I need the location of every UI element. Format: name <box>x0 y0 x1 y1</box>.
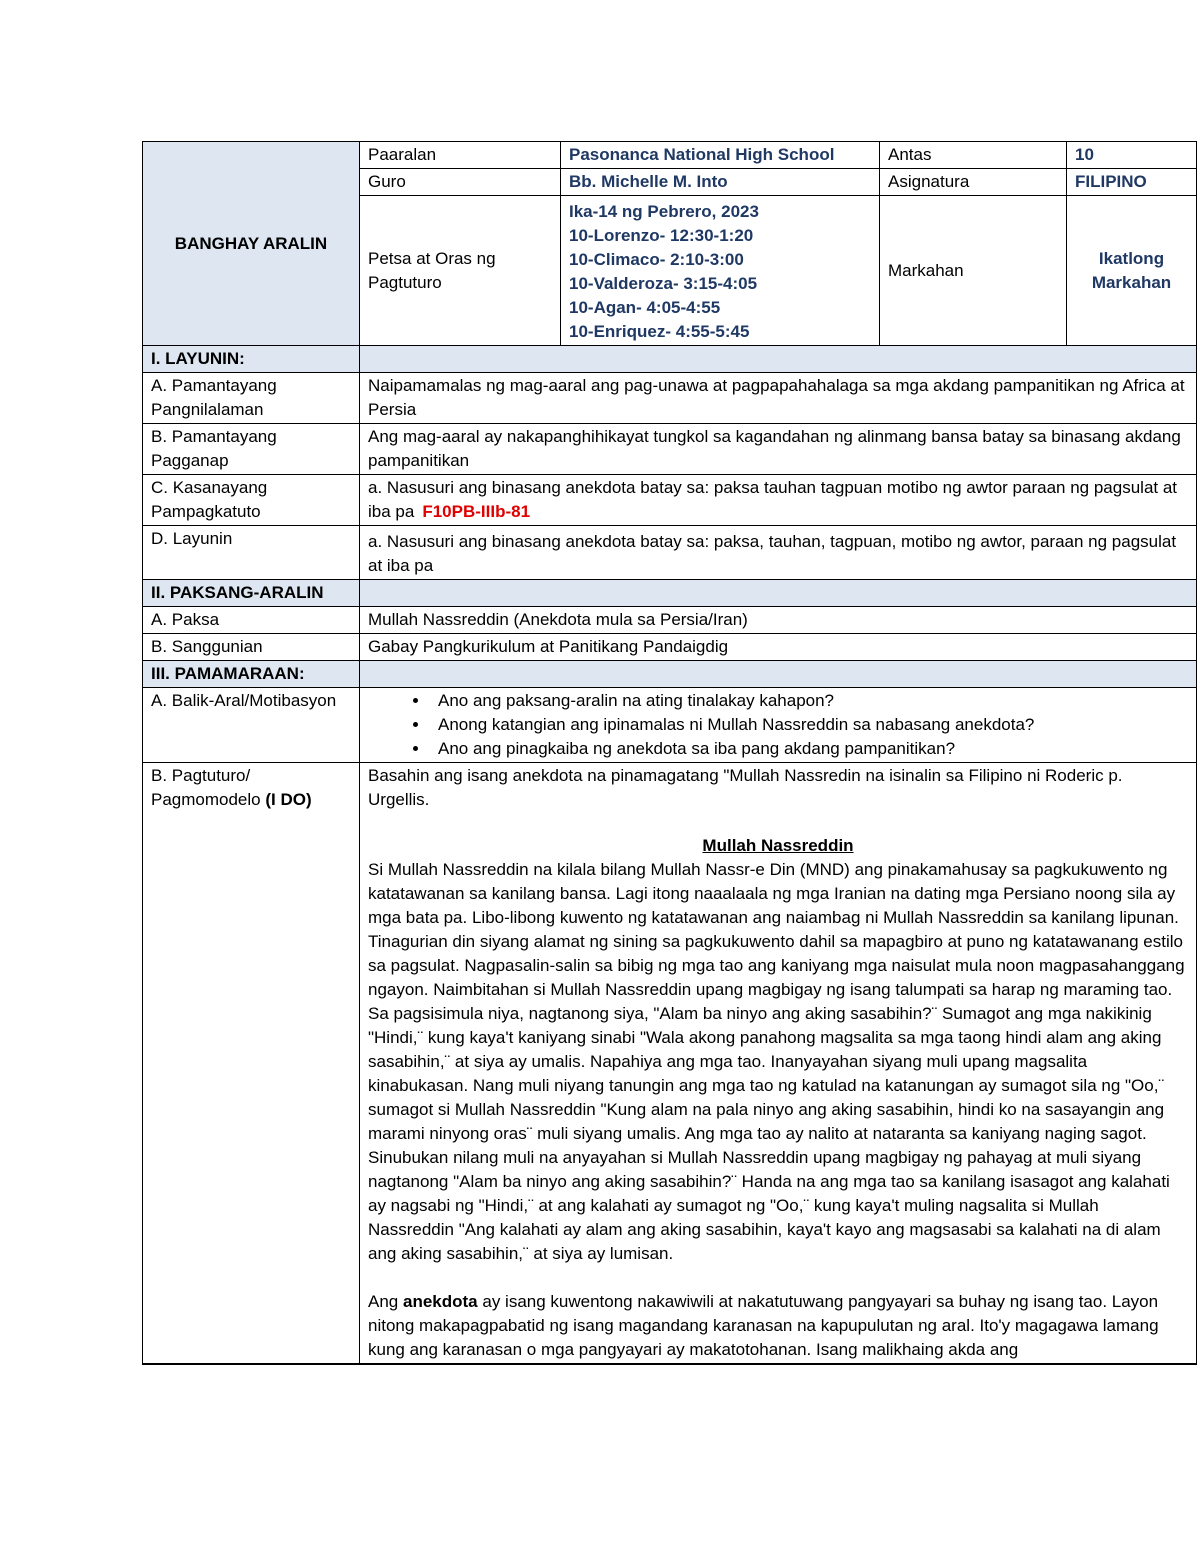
subject-label: Asignatura <box>880 169 1067 196</box>
objective-text: a. Nasusuri ang binasang anekdota batay sa: paksa, tauhan, tagpuan, motibo ng awtor, paraan ng pagsulat at iba pa <box>360 526 1197 580</box>
story-intro: Basahin ang isang anekdota na pinamagatang "Mullah Nassredin na isinalin sa Filipino ni Roderic p. Urgellis. <box>368 766 1123 809</box>
competency-text: a. Nasusuri ang binasang anekdota batay sa: paksa tauhan tagpuan motibo ng awtor paraan ng pagsulat at iba pa <box>368 478 1178 521</box>
modeling-label-cell <box>143 763 360 1365</box>
competency-label: C. Kasanayang Pampagkatuto <box>143 475 360 526</box>
school-value: Pasonanca National High School <box>561 142 880 169</box>
subject-value: FILIPINO <box>1067 169 1197 196</box>
grade-value: 10 <box>1067 142 1197 169</box>
school-label: Paaralan <box>360 142 561 169</box>
content-standard-label: A. Pamantayang Pangnilalaman <box>143 373 360 424</box>
list-item: • Ano ang paksang-aralin na ating tinalakay kahapon? <box>430 689 1188 713</box>
section-heading-procedure: III. PAMAMARAAN: <box>143 661 360 688</box>
modeling-label-bold: (I DO) <box>265 790 312 809</box>
lesson-plan-table <box>142 141 1197 1365</box>
section-heading-objectives: I. LAYUNIN: <box>143 346 360 373</box>
anekdota-definition <box>368 1290 1188 1362</box>
review-questions <box>360 688 1197 763</box>
modeling-content <box>360 763 1197 1365</box>
quarter-label: Markahan <box>880 196 1067 346</box>
lesson-plan-title: BANGHAY ARALIN <box>143 142 360 346</box>
schedule-line: 10-Lorenzo- 12:30-1:20 <box>569 226 754 245</box>
schedule-line: Ika-14 ng Pebrero, 2023 <box>569 202 759 221</box>
list-item: • Ano ang pinagkaiba ng anekdota sa iba pang akdang pampanitikan? <box>430 737 1188 761</box>
section-heading-subject-matter: II. PAKSANG-ARALIN <box>143 580 360 607</box>
topic-text: Mullah Nassreddin (Anekdota mula sa Persia/Iran) <box>360 607 1197 634</box>
content-standard-text: Naipamamalas ng mag-aaral ang pag-unawa at pagpapahahalaga sa mga akdang pampanitikan ng Africa at Persia <box>360 373 1197 424</box>
competency-cell <box>360 475 1197 526</box>
schedule-line: 10-Enriquez- 4:55-5:45 <box>569 322 750 341</box>
modeling-label: B. Pagtuturo/ Pagmomodelo <box>151 766 261 809</box>
objective-label: D. Layunin <box>143 526 360 580</box>
topic-label: A. Paksa <box>143 607 360 634</box>
story-title: Mullah Nassreddin <box>702 836 854 855</box>
reference-text: Gabay Pangkurikulum at Panitikang Pandaigdig <box>360 634 1197 661</box>
definition-text: ay isang kuwentong nakawiwili at nakatutuwang pangyayari sa buhay ng isang tao. Layon nitong makapagpabatid ng isang magandang karanasan na kapupulutan ng aral. Ito'y magagawa lamang kung ang karanasan o mga pangyayari ay makatotohanan. Isang malikhaing akda ang <box>368 1292 1159 1359</box>
performance-standard-label: B. Pamantayang Pagganap <box>143 424 360 475</box>
competency-code: F10PB-IIIb-81 <box>422 502 531 521</box>
schedule-line: 10-Climaco- 2:10-3:00 <box>569 250 744 269</box>
teacher-value: Bb. Michelle M. Into <box>561 169 880 196</box>
grade-label: Antas <box>880 142 1067 169</box>
definition-pre: Ang <box>368 1292 399 1311</box>
reference-label: B. Sanggunian <box>143 634 360 661</box>
date-time-label: Petsa at Oras ng Pagtuturo <box>360 196 561 346</box>
quarter-value: Ikatlong Markahan <box>1067 196 1197 346</box>
review-label: A. Balik-Aral/Motibasyon <box>143 688 360 763</box>
definition-term: anekdota <box>402 1292 478 1311</box>
teacher-label: Guro <box>360 169 561 196</box>
story-text: Si Mullah Nassreddin na kilala bilang Mullah Nassr-e Din (MND) ang pinakamahusay sa pagkukuwento ng katatawanan sa kanilang bansa. Lagi itong naaalaala ng mga Iranian na dating mga Persiano noong sila ay mga bata pa. Libo-libong kuwento ng katatawanan ang naiambag ni Mullah Nassreddin sa kanilang lipunan. Tinagurian din siyang alamat ng sining sa pagkukuwento dahil sa mapagbiro at puno ng katatawanang estilo sa pagsulat. Nagpasalin-salin sa bibig ng mga tao ang kaniyang mga naisulat mula noon magpasahanggang ngayon. Naimbitahan si Mullah Nassreddin upang magbigay ng isang talumpati sa harap ng maraming tao. Sa pagsisimula niya, nagtanong siya, "Alam ba ninyo ang aking sasabihin?¨ Sumagot ang mga nakikinig "Hindi,¨ kung kaya't kaniyang sinabi "Wala akong panahong magsalita sa mga taong hindi alam ang aking sasabihin,¨ at siya ay umalis. Napahiya ang mga tao. Inanyayahan siyang muli upang magsalita kinabukasan. Nang muli niyang tanungin ang mga tao ng katulad na katanungan ay sumagot sila ng "Oo,¨ sumagot si Mullah Nassreddin "Kung alam na pala ninyo ang aking sasabihin, hindi ko na sasayangin ang marami ninyong oras¨ muli siyang umalis. Ang mga tao ay nalito at nataranta sa kaniyang naging sagot. Sinubukan nilang muli na anyayahan si Mullah Nassreddin upang magbigay ng pahayag at muli siyang nagtanong "Alam ba ninyo ang aking sasabihin?¨ Handa na ang mga tao sa kanilang isasagot ang kalahati ay nagsabi ng "Hindi,¨ at ang kalahati ay sumagot ng "Oo,¨ kung kaya't muling nagsalita si Mullah Nassreddin "Ang kalahati ay alam ang aking sasabihin, kaya't kayo ang magsasabi sa kalahati na di alam ang aking sasabihin,¨ at siya ay lumisan. <box>368 860 1185 1263</box>
date-time-schedule <box>561 196 880 346</box>
schedule-line: 10-Agan- 4:05-4:55 <box>569 298 721 317</box>
performance-standard-text: Ang mag-aaral ay nakapanghihikayat tungkol sa kagandahan ng alinmang bansa batay sa binasang akdang pampanitikan <box>360 424 1197 475</box>
list-item: • Anong katangian ang ipinamalas ni Mullah Nassreddin sa nabasang anekdota? <box>430 713 1188 737</box>
schedule-line: 10-Valderoza- 3:15-4:05 <box>569 274 758 293</box>
